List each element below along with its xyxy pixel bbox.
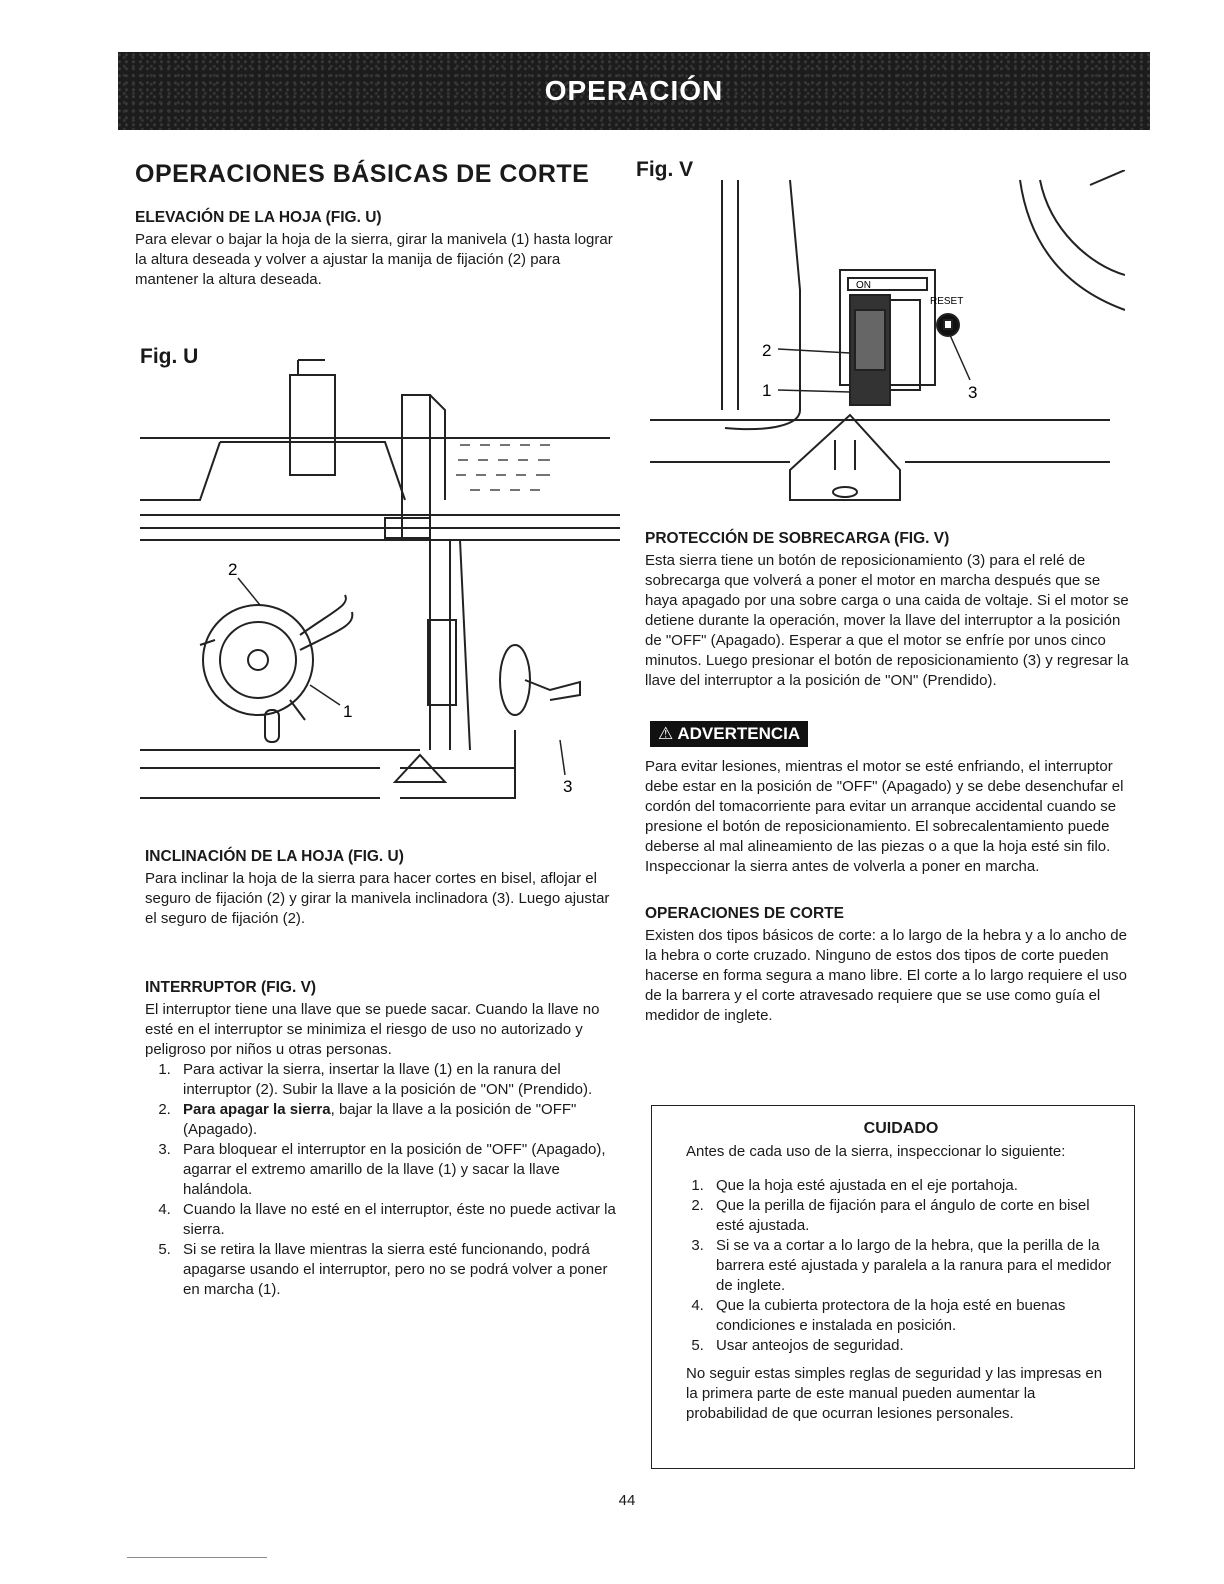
fig-u-label: Fig. U: [140, 345, 199, 368]
interruptor-list: [145, 1060, 625, 1300]
fig-v-on-label: ON: [856, 280, 871, 291]
cuidado-box: [651, 1105, 1135, 1469]
proteccion-text: Esta sierra tiene un botón de reposicionamiento (3) para el relé de sobrecarga que volverá a poner el motor en marcha después que se haya apagado por una sobre carga o una caida de voltaje. Si el motor se detiene durante la operación, mover la llave del interruptor a la posición de "OFF" (Apagado). Esperar a que el motor se enfríe por unos cinco minutos. Luego presionar el botón de reposicionamiento (3) y regresar la llave del interruptor a la posición de "ON" (Prendido).: [645, 552, 1129, 689]
interruptor-item-2: 2. Para apagar la sierra, bajar la llave a la posición de "OFF" (Apagado).: [175, 1100, 625, 1140]
operaciones-text: Existen dos tipos básicos de corte: a lo largo de la hebra y a lo ancho de la hebra o corte cruzado. Ninguno de estos dos tipos de corte pueden hacerse en forma segura a mano libre. El corte a lo largo requiere el uso de la barrera y el corte atravesado requiere que se use como guía el medidor de inglete.: [645, 927, 1127, 1024]
page-number: 44: [618, 1492, 636, 1509]
fig-u-illustration: [140, 350, 620, 810]
elevacion-heading: ELEVACIÓN DE LA HOJA (FIG. U): [135, 209, 382, 226]
right-column: [645, 530, 1135, 1026]
page-title: OPERACIÓN: [544, 75, 724, 106]
section-title: OPERACIONES BÁSICAS DE CORTE: [135, 160, 590, 188]
interruptor-item-1: 1. Para activar la sierra, insertar la llave (1) en la ranura del interruptor (2). Subir la llave a la posición de "ON" (Prendido).: [175, 1060, 625, 1100]
fig-u-callout-3: 3: [563, 777, 573, 796]
elevacion-text: Para elevar o bajar la hoja de la sierra, girar la manivela (1) hasta lograr la altura deseada y volver a ajustar la manija de fijación (2) para mantener la altura deseada.: [135, 231, 613, 288]
cuidado-title: CUIDADO: [863, 1120, 939, 1137]
left-column: [135, 150, 625, 290]
cuidado-item-3: 3. Si se va a cortar a lo largo de la hebra, que la perilla de la barrera esté ajustada y paralela a la ranura para el medidor de inglete.: [708, 1236, 1116, 1296]
cuidado-list: [686, 1176, 1116, 1356]
footer-divider: [127, 1557, 267, 1558]
inclinacion-heading: INCLINACIÓN DE LA HOJA (FIG. U): [145, 848, 404, 865]
fig-u-callout-1: 1: [343, 702, 353, 721]
interruptor-item-4: 4. Cuando la llave no esté en el interruptor, éste no puede activar la sierra.: [175, 1200, 625, 1240]
fig-v-callout-1: 1: [762, 381, 772, 400]
cuidado-item-1: 1. Que la hoja esté ajustada en el eje portahoja.: [708, 1176, 1116, 1196]
fig-v-label: Fig. V: [636, 158, 694, 181]
interruptor-item-3: 3. Para bloquear el interruptor en la posición de "OFF" (Apagado), agarrar el extremo amarillo de la llave (1) y sacar la llave halándola.: [175, 1140, 625, 1200]
cuidado-item-2: 2. Que la perilla de fijación para el ángulo de corte en bisel esté ajustada.: [708, 1196, 1116, 1236]
interruptor-item-5: 5. Si se retira la llave mientras la sierra esté funcionando, podrá apagarse usando el interruptor, pero no se podrá volver a poner en marcha (1).: [175, 1240, 625, 1300]
fig-v-callout-2: 2: [762, 341, 772, 360]
operaciones-heading: OPERACIONES DE CORTE: [645, 905, 844, 922]
cuidado-intro: Antes de cada uso de la sierra, inspeccionar lo siguiente:: [686, 1143, 1066, 1160]
fig-v-reset-label: RESET: [930, 296, 964, 307]
warning-triangle-icon: ⚠: [658, 724, 674, 743]
proteccion-heading: PROTECCIÓN DE SOBRECARGA (FIG. V): [645, 530, 950, 547]
advertencia-text: Para evitar lesiones, mientras el motor se esté enfriando, el interruptor debe estar en la posición de "OFF" (Apagado) y se debe desenchufar el cordón del tomacorriente para evitar un arranque accidental cuando se presione el botón de reposicionamiento. El sobrecalentamiento puede deberse al mal alineamiento de las piezas o a que la hoja esté sin filo. Inspeccionar la sierra antes de volverla a poner en marcha.: [645, 758, 1124, 875]
advertencia-badge: ⚠ ADVERTENCIA: [650, 721, 808, 747]
interruptor-text: El interruptor tiene una llave que se puede sacar. Cuando la llave no esté en el interruptor se minimiza el riesgo de uso no autorizado y peligroso por niños u otras personas.: [145, 1001, 600, 1058]
header-banner: [118, 52, 1150, 130]
fig-v-callout-3: 3: [968, 383, 978, 402]
cuidado-item-4: 4. Que la cubierta protectora de la hoja esté en buenas condiciones e instalada en posición.: [708, 1296, 1116, 1336]
cuidado-outro: No seguir estas simples reglas de seguridad y las impresas en la primera parte de este manual pueden aumentar la probabilidad de que ocurran lesiones personales.: [686, 1365, 1103, 1422]
fig-v-illustration: [650, 170, 1125, 515]
fig-u-callout-2: 2: [228, 560, 238, 579]
interruptor-heading: INTERRUPTOR (FIG. V): [145, 979, 317, 996]
inclinacion-text: Para inclinar la hoja de la sierra para hacer cortes en bisel, aflojar el seguro de fijación (2) y girar la manivela inclinadora (3). Luego ajustar el seguro de fijación (2).: [145, 870, 610, 927]
left-column-lower: [145, 848, 625, 1300]
cuidado-item-5: 5. Usar anteojos de seguridad.: [708, 1336, 1116, 1356]
